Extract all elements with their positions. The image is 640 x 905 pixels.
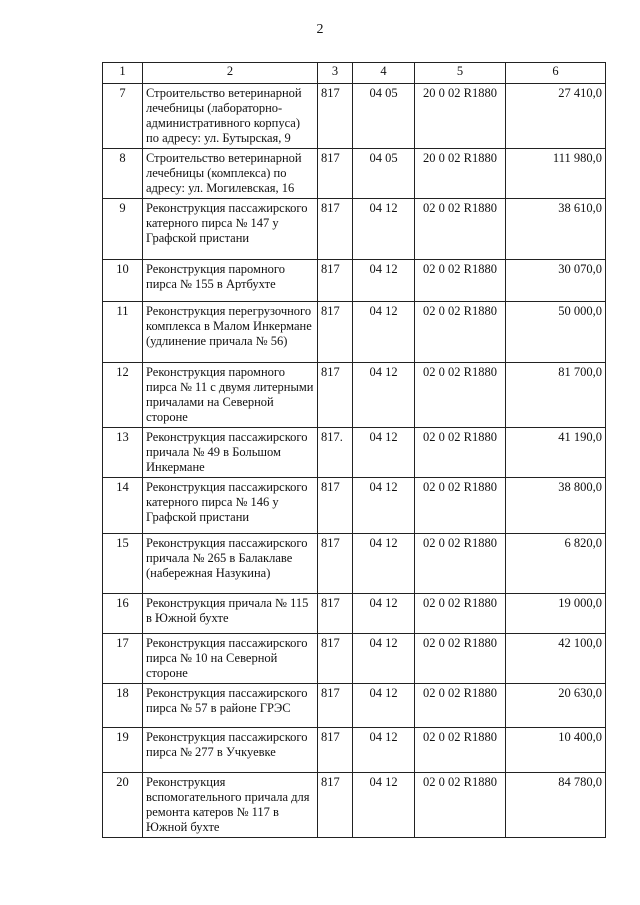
row-number: 7 [103,84,143,149]
department-code: 817 [318,534,353,594]
row-number: 17 [103,634,143,684]
table-row [103,260,606,302]
column-header: 1 [103,63,143,84]
header-row [103,63,606,84]
row-number: 14 [103,478,143,534]
department-code: 817 [318,594,353,634]
section-code: 04 05 [353,149,415,199]
column-header: 5 [415,63,506,84]
table-row [103,773,606,838]
department-code: 817 [318,728,353,773]
table-row [103,199,606,260]
target-article-code: 02 0 02 R1880 [415,199,506,260]
department-code: 817 [318,302,353,363]
row-number: 10 [103,260,143,302]
section-code: 04 12 [353,302,415,363]
row-number: 13 [103,428,143,478]
amount: 6 820,0 [506,534,606,594]
table-row [103,84,606,149]
project-name: Строительство ветеринарной лечебницы (комплекса) по адресу: ул. Могилевская, 16 [143,149,318,199]
section-code: 04 12 [353,260,415,302]
section-code: 04 12 [353,199,415,260]
row-number: 20 [103,773,143,838]
target-article-code: 02 0 02 R1880 [415,363,506,428]
section-code: 04 12 [353,728,415,773]
row-number: 8 [103,149,143,199]
department-code: 817 [318,478,353,534]
section-code: 04 12 [353,478,415,534]
row-number: 15 [103,534,143,594]
budget-table [102,62,606,838]
row-number: 19 [103,728,143,773]
row-number: 12 [103,363,143,428]
department-code: 817. [318,428,353,478]
department-code: 817 [318,84,353,149]
department-code: 817 [318,149,353,199]
table-row [103,534,606,594]
project-name: Реконструкция причала № 115 в Южной бухте [143,594,318,634]
amount: 38 800,0 [506,478,606,534]
amount: 111 980,0 [506,149,606,199]
amount: 41 190,0 [506,428,606,478]
section-code: 04 12 [353,428,415,478]
target-article-code: 20 0 02 R1880 [415,149,506,199]
target-article-code: 02 0 02 R1880 [415,260,506,302]
target-article-code: 02 0 02 R1880 [415,534,506,594]
target-article-code: 02 0 02 R1880 [415,428,506,478]
section-code: 04 12 [353,594,415,634]
department-code: 817 [318,684,353,728]
row-number: 18 [103,684,143,728]
amount: 84 780,0 [506,773,606,838]
amount: 10 400,0 [506,728,606,773]
table-row [103,149,606,199]
project-name: Реконструкция пассажирского пирса № 10 на Северной стороне [143,634,318,684]
project-name: Реконструкция пассажирского катерного пирса № 147 у Графской пристани [143,199,318,260]
table-row [103,684,606,728]
table-row [103,428,606,478]
column-header: 3 [318,63,353,84]
project-name: Реконструкция пассажирского причала № 49 в Большом Инкермане [143,428,318,478]
table-header [103,63,606,84]
amount: 42 100,0 [506,634,606,684]
table-row [103,594,606,634]
amount: 30 070,0 [506,260,606,302]
department-code: 817 [318,260,353,302]
table-row [103,363,606,428]
amount: 27 410,0 [506,84,606,149]
target-article-code: 02 0 02 R1880 [415,728,506,773]
amount: 20 630,0 [506,684,606,728]
amount: 50 000,0 [506,302,606,363]
row-number: 11 [103,302,143,363]
amount: 81 700,0 [506,363,606,428]
page-number: 2 [316,22,324,37]
project-name: Реконструкция перегрузочного комплекса в Малом Инкермане (удлинение причала № 56) [143,302,318,363]
section-code: 04 12 [353,363,415,428]
target-article-code: 02 0 02 R1880 [415,684,506,728]
amount: 38 610,0 [506,199,606,260]
project-name: Реконструкция паромного пирса № 155 в Артбухте [143,260,318,302]
section-code: 04 12 [353,773,415,838]
project-name: Строительство ветеринарной лечебницы (лабораторно-административного корпуса) по адресу: ул. Бутырская, 9 [143,84,318,149]
section-code: 04 05 [353,84,415,149]
project-name: Реконструкция пассажирского пирса № 57 в районе ГРЭС [143,684,318,728]
column-header: 2 [143,63,318,84]
project-name: Реконструкция пассажирского пирса № 277 в Учкуевке [143,728,318,773]
project-name: Реконструкция паромного пирса № 11 с двумя литерными причалами на Северной стороне [143,363,318,428]
target-article-code: 20 0 02 R1880 [415,84,506,149]
target-article-code: 02 0 02 R1880 [415,773,506,838]
table-row [103,728,606,773]
project-name: Реконструкция пассажирского катерного пирса № 146 у Графской пристани [143,478,318,534]
target-article-code: 02 0 02 R1880 [415,594,506,634]
row-number: 16 [103,594,143,634]
table-body [103,84,606,838]
row-number: 9 [103,199,143,260]
department-code: 817 [318,199,353,260]
project-name: Реконструкция пассажирского причала № 265 в Балаклаве (набережная Назукина) [143,534,318,594]
table-row [103,478,606,534]
department-code: 817 [318,773,353,838]
project-name: Реконструкция вспомогательного причала для ремонта катеров № 117 в Южной бухте [143,773,318,838]
department-code: 817 [318,363,353,428]
department-code: 817 [318,634,353,684]
column-header: 6 [506,63,606,84]
section-code: 04 12 [353,534,415,594]
target-article-code: 02 0 02 R1880 [415,302,506,363]
column-header: 4 [353,63,415,84]
section-code: 04 12 [353,634,415,684]
amount: 19 000,0 [506,594,606,634]
target-article-code: 02 0 02 R1880 [415,634,506,684]
table-row [103,302,606,363]
table-row [103,634,606,684]
target-article-code: 02 0 02 R1880 [415,478,506,534]
section-code: 04 12 [353,684,415,728]
